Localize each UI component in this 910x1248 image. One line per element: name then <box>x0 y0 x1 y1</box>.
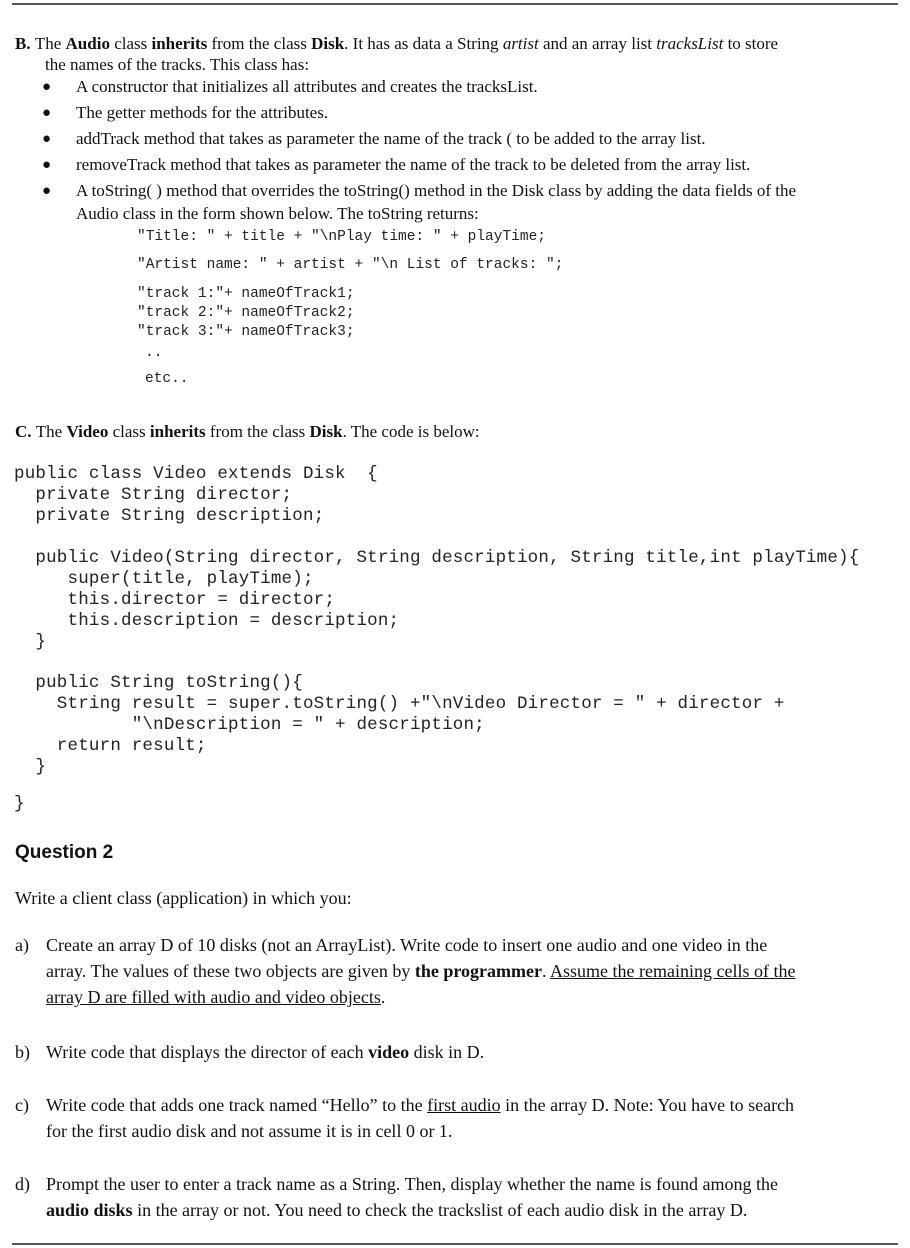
list-item-continuation: Audio class in the form shown below. The toString returns: <box>76 204 479 223</box>
list-item: removeTrack method that takes as parameter the name of the track to be deleted from the array list. <box>76 155 751 174</box>
code-line: etc.. <box>145 371 189 387</box>
bullet-icon: ● <box>42 105 52 121</box>
item-d-line2: audio disks in the array or not. You need to check the trackslist of each audio disk in the array D. <box>46 1200 748 1220</box>
item-a-label: a) <box>15 935 29 955</box>
item-a-line2: array. The values of these two objects are given by the programmer. Assume the remaining cells of the <box>46 961 796 981</box>
list-item: A toString( ) method that overrides the toString() method in the Disk class by adding the data fields of the <box>76 181 797 200</box>
item-c-line1: Write code that adds one track named “Hello” to the first audio in the array D. Note: You have to search <box>46 1095 795 1115</box>
list-item: A constructor that initializes all attributes and creates the tracksList. <box>76 77 538 96</box>
section-c-heading: C. The Video class inherits from the class Disk. The code is below: <box>15 422 480 441</box>
list-item: The getter methods for the attributes. <box>76 103 329 122</box>
code-line: } <box>14 757 47 777</box>
code-line: "track 3:"+ nameOfTrack3; <box>137 324 355 340</box>
code-line: "\nDescription = " + description; <box>14 715 485 735</box>
code-line: public class Video extends Disk { <box>14 464 378 484</box>
item-d-line1: Prompt the user to enter a track name as a String. Then, display whether the name is found among the <box>46 1174 778 1194</box>
bullet-icon: ● <box>42 131 52 147</box>
code-line: public Video(String director, String description, String title,int playTime){ <box>14 548 860 568</box>
code-line: String result = super.toString() +"\nVideo Director = " + director + <box>14 694 785 714</box>
section-b-line2: the names of the tracks. This class has: <box>45 55 310 74</box>
item-d-label: d) <box>15 1174 30 1194</box>
list-item: addTrack method that takes as parameter the name of the track ( to be added to the array list. <box>76 129 706 148</box>
item-b-line: Write code that displays the director of each video disk in D. <box>46 1042 485 1062</box>
code-line: } <box>14 632 47 652</box>
item-c-label: c) <box>15 1095 29 1115</box>
code-line: public String toString(){ <box>14 673 303 693</box>
code-line: "track 2:"+ nameOfTrack2; <box>137 305 355 321</box>
item-a-line1: Create an array D of 10 disks (not an ArrayList). Write code to insert one audio and one video in the <box>46 935 768 955</box>
code-line: .. <box>145 345 163 361</box>
bullet-icon: ● <box>42 183 52 199</box>
item-c-line2: for the first audio disk and not assume it is in cell 0 or 1. <box>46 1121 453 1141</box>
item-a-line3: array D are filled with audio and video objects. <box>46 987 386 1007</box>
code-line: this.description = description; <box>14 611 400 631</box>
code-line: "Title: " + title + "\nPlay time: " + playTime; <box>137 229 546 245</box>
code-line: private String description; <box>14 506 325 526</box>
code-line: "track 1:"+ nameOfTrack1; <box>137 286 355 302</box>
code-line: this.director = director; <box>14 590 336 610</box>
question-intro: Write a client class (application) in which you: <box>15 888 352 908</box>
bullet-icon: ● <box>42 157 52 173</box>
code-line: "Artist name: " + artist + "\n List of tracks: "; <box>137 257 564 273</box>
code-line: private String director; <box>14 485 293 505</box>
code-line: } <box>14 794 25 814</box>
code-line: return result; <box>14 736 207 756</box>
item-b-label: b) <box>15 1042 30 1062</box>
bullet-icon: ● <box>42 79 52 95</box>
question-title: Question 2 <box>15 842 114 863</box>
bottom-rule <box>12 1243 898 1245</box>
section-b-heading: B. The Audio class inherits from the class Disk. It has as data a String artist and an array list tracksList to store <box>15 34 779 53</box>
code-line: super(title, playTime); <box>14 569 314 589</box>
top-rule <box>12 3 898 5</box>
